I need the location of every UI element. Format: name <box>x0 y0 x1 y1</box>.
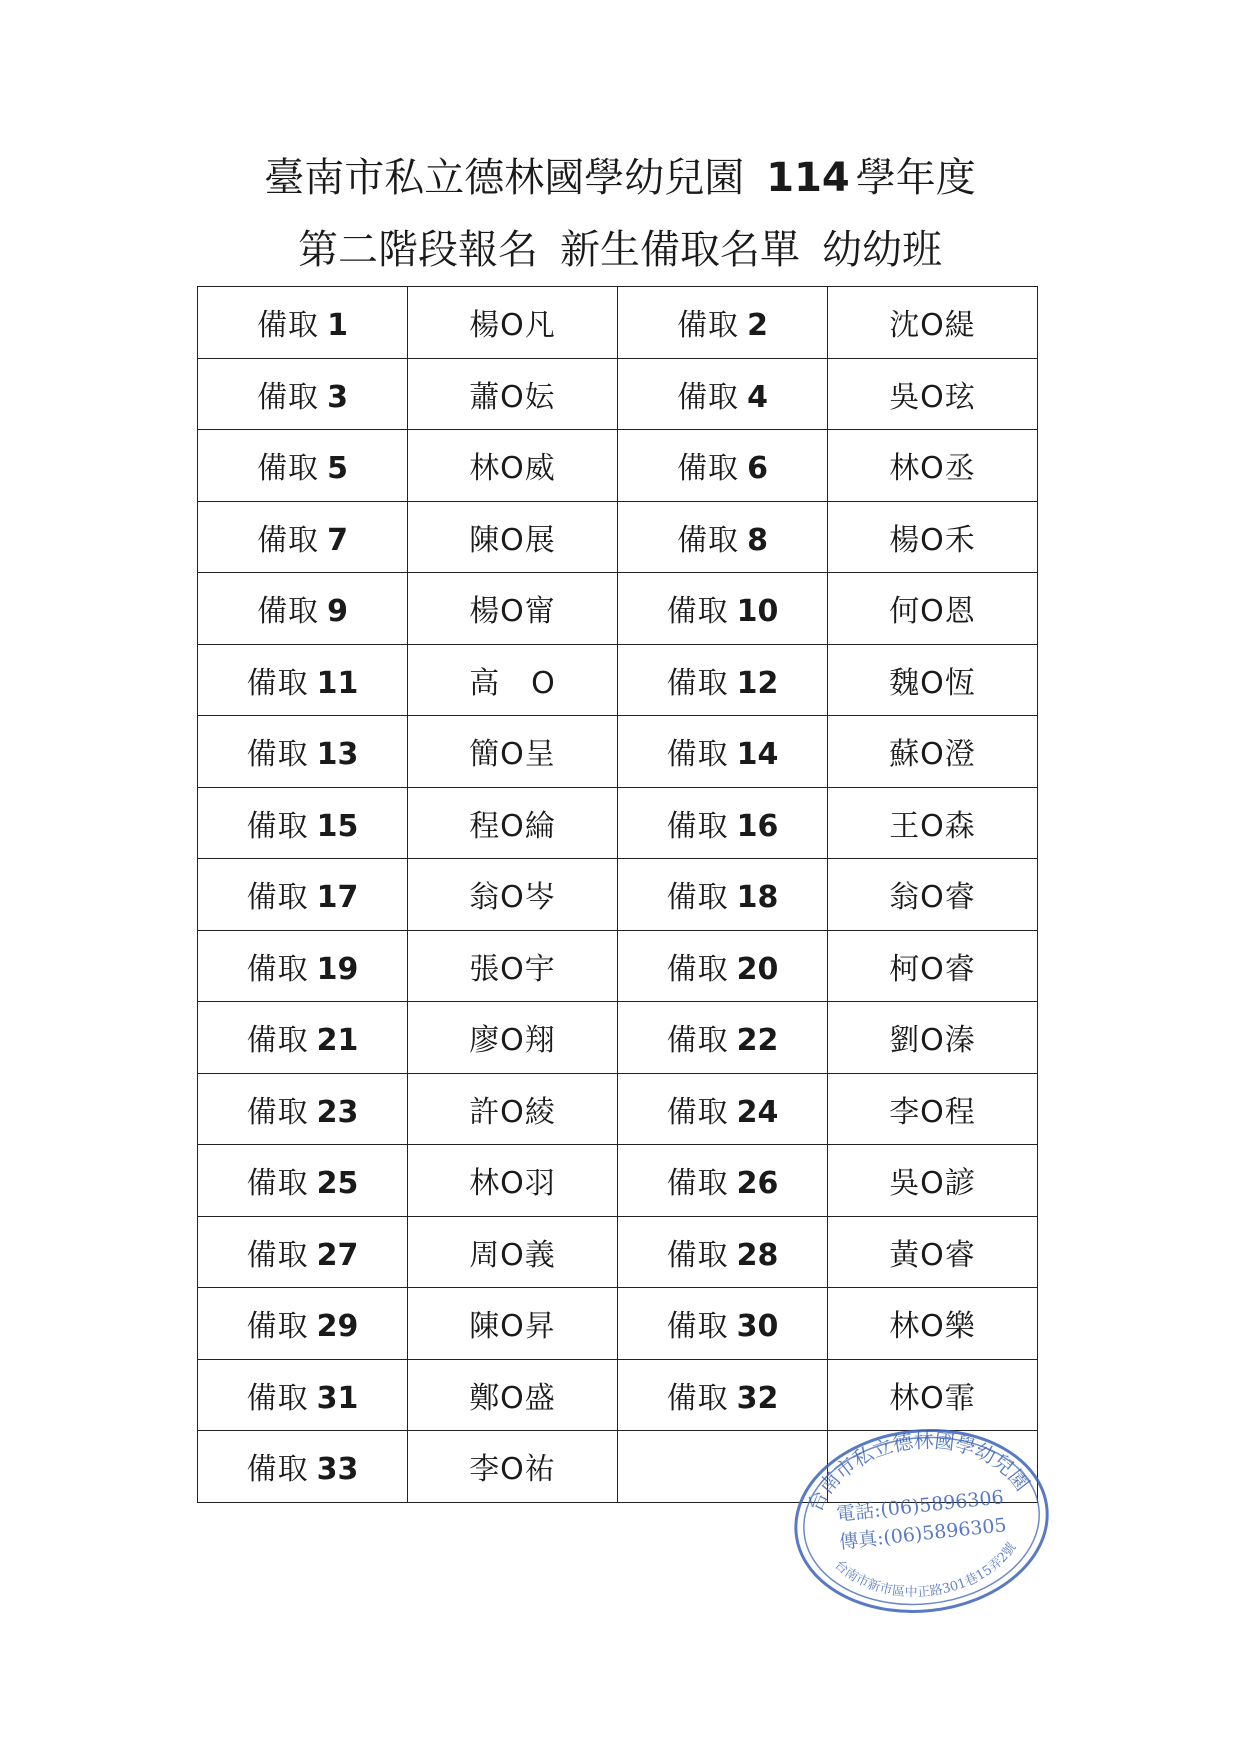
seal-fax-text: 傳真:(06)5896305 <box>838 1514 1008 1554</box>
waitlist-label: 備取 <box>666 1094 729 1130</box>
school-year-suffix: 學年度 <box>855 155 976 201</box>
student-name-cell <box>828 1002 1038 1074</box>
school-seal-stamp <box>776 1402 1065 1629</box>
table-row <box>198 1002 1038 1074</box>
waitlist-number-cell <box>198 1002 408 1074</box>
student-name: 林O霏 <box>889 1380 976 1416</box>
table-row <box>198 930 1038 1002</box>
student-name-cell <box>828 287 1038 359</box>
student-name: 簡O呈 <box>469 737 556 773</box>
waitlist-number: 23 <box>316 1094 359 1130</box>
seal-org-text: 台南市私立德林國學幼兒園 <box>802 1428 1035 1516</box>
student-name-cell <box>408 1073 618 1145</box>
waitlist-number: 3 <box>327 379 348 415</box>
student-name-cell <box>828 1073 1038 1145</box>
student-name: 林O樂 <box>889 1309 976 1345</box>
waitlist-number-cell <box>198 1431 408 1503</box>
student-name-cell <box>828 644 1038 716</box>
student-name-cell <box>828 1145 1038 1217</box>
student-name: 何O恩 <box>889 594 976 630</box>
waitlist-number: 27 <box>316 1237 359 1273</box>
waitlist-label: 備取 <box>677 522 740 558</box>
student-name: 翁O岑 <box>469 880 556 916</box>
waitlist-label: 備取 <box>246 808 309 844</box>
table-row <box>198 501 1038 573</box>
waitlist-label: 備取 <box>257 522 320 558</box>
list-label: 新生備取名單 <box>560 227 800 273</box>
student-name: 廖O翔 <box>469 1023 556 1059</box>
waitlist-number-cell <box>618 644 828 716</box>
table-row <box>198 430 1038 502</box>
waitlist-number-cell <box>618 716 828 788</box>
waitlist-label: 備取 <box>666 665 729 701</box>
waitlist-number-cell <box>618 1145 828 1217</box>
student-name-cell <box>828 1216 1038 1288</box>
waitlist-label: 備取 <box>257 451 320 487</box>
student-name: 吳O諺 <box>889 1166 976 1202</box>
waitlist-number: 2 <box>747 308 768 344</box>
student-name-cell <box>408 1002 618 1074</box>
student-name-cell <box>408 1431 618 1503</box>
student-name-cell <box>408 573 618 645</box>
student-name: 柯O睿 <box>889 951 976 987</box>
waitlist-number: 19 <box>316 951 359 987</box>
waitlist-label: 備取 <box>666 737 729 773</box>
waitlist-number: 18 <box>736 880 779 916</box>
waitlist-label: 備取 <box>666 808 729 844</box>
table-row <box>198 1073 1038 1145</box>
student-name-cell <box>408 287 618 359</box>
waitlist-number: 8 <box>747 522 768 558</box>
waitlist-label: 備取 <box>246 737 309 773</box>
student-name-cell <box>408 1216 618 1288</box>
student-name-cell <box>408 358 618 430</box>
student-name-cell <box>408 501 618 573</box>
student-name-cell <box>408 1359 618 1431</box>
student-name: 高 O <box>469 665 556 701</box>
student-name-cell <box>828 501 1038 573</box>
student-name: 魏O恆 <box>889 665 976 701</box>
student-name: 劉O溱 <box>889 1023 976 1059</box>
table-row <box>198 358 1038 430</box>
student-name: 林O丞 <box>889 451 976 487</box>
waitlist-label: 備取 <box>666 1166 729 1202</box>
waitlist-number-cell <box>618 430 828 502</box>
student-name-cell <box>828 430 1038 502</box>
waitlist-label: 備取 <box>666 1309 729 1345</box>
seal-phone-text: 電話:(06)5896306 <box>835 1486 1005 1526</box>
waitlist-label: 備取 <box>257 379 320 415</box>
waitlist-number-cell <box>198 358 408 430</box>
class-label: 幼幼班 <box>822 227 942 273</box>
student-name: 陳O昇 <box>469 1309 556 1345</box>
waitlist-number: 25 <box>316 1166 359 1202</box>
student-name-cell <box>408 859 618 931</box>
waitlist-table <box>197 286 1038 1503</box>
waitlist-number-cell <box>618 501 828 573</box>
student-name: 陳O展 <box>469 522 556 558</box>
waitlist-number: 17 <box>316 880 359 916</box>
waitlist-number-cell <box>618 1216 828 1288</box>
waitlist-number-cell <box>198 1359 408 1431</box>
waitlist-label: 備取 <box>246 1237 309 1273</box>
waitlist-number: 22 <box>736 1023 779 1059</box>
waitlist-number-cell <box>618 1359 828 1431</box>
waitlist-number: 33 <box>316 1452 359 1488</box>
waitlist-number-cell <box>198 1073 408 1145</box>
waitlist-number-cell <box>618 930 828 1002</box>
student-name: 楊O禾 <box>889 522 976 558</box>
table-row <box>198 644 1038 716</box>
waitlist-number-cell <box>618 1073 828 1145</box>
student-name: 周O義 <box>469 1237 556 1273</box>
waitlist-label: 備取 <box>246 1094 309 1130</box>
waitlist-label: 備取 <box>257 594 320 630</box>
waitlist-number: 5 <box>327 451 348 487</box>
waitlist-number-cell <box>618 1002 828 1074</box>
school-name: 臺南市私立德林國學幼兒園 <box>264 155 745 201</box>
student-name-cell <box>828 930 1038 1002</box>
waitlist-number-cell <box>198 1145 408 1217</box>
waitlist-number-cell <box>198 573 408 645</box>
student-name: 許O綾 <box>469 1094 556 1130</box>
waitlist-number-cell <box>198 716 408 788</box>
waitlist-number-cell <box>618 358 828 430</box>
waitlist-table-body <box>198 287 1038 1503</box>
student-name-cell <box>408 930 618 1002</box>
waitlist-number-cell <box>618 859 828 931</box>
student-name: 翁O睿 <box>889 880 976 916</box>
student-name: 蕭O妘 <box>469 379 556 415</box>
student-name: 吳O玹 <box>889 379 976 415</box>
waitlist-label: 備取 <box>666 594 729 630</box>
waitlist-label: 備取 <box>246 1309 309 1345</box>
waitlist-label: 備取 <box>246 951 309 987</box>
table-row <box>198 1288 1038 1360</box>
waitlist-number: 21 <box>316 1023 359 1059</box>
school-year: 114 <box>766 155 850 201</box>
student-name: 沈O緹 <box>889 308 976 344</box>
student-name-cell <box>828 787 1038 859</box>
waitlist-label: 備取 <box>246 665 309 701</box>
waitlist-number: 31 <box>316 1380 359 1416</box>
student-name: 鄭O盛 <box>469 1380 556 1416</box>
waitlist-number-cell <box>198 1288 408 1360</box>
waitlist-number: 6 <box>747 451 768 487</box>
waitlist-number: 20 <box>736 951 779 987</box>
student-name-cell <box>828 573 1038 645</box>
waitlist-number: 4 <box>747 379 768 415</box>
waitlist-number-cell <box>618 287 828 359</box>
waitlist-number-cell <box>618 573 828 645</box>
waitlist-number-cell <box>198 430 408 502</box>
stage-label: 第二階段報名 <box>298 227 538 273</box>
waitlist-label: 備取 <box>666 1023 729 1059</box>
waitlist-number: 10 <box>736 594 779 630</box>
document-subtitle <box>0 227 1240 273</box>
seal-graphic <box>776 1402 1065 1629</box>
waitlist-number: 7 <box>327 522 348 558</box>
waitlist-number: 11 <box>316 665 359 701</box>
waitlist-number: 9 <box>327 594 348 630</box>
waitlist-number-cell <box>198 859 408 931</box>
waitlist-number-cell <box>198 1216 408 1288</box>
waitlist-number: 1 <box>327 308 348 344</box>
student-name: 李O程 <box>889 1094 976 1130</box>
waitlist-label: 備取 <box>677 379 740 415</box>
student-name: 林O威 <box>469 451 556 487</box>
waitlist-number-cell <box>198 644 408 716</box>
waitlist-label: 備取 <box>246 1452 309 1488</box>
waitlist-number: 24 <box>736 1094 779 1130</box>
waitlist-number: 16 <box>736 808 779 844</box>
student-name-cell <box>828 859 1038 931</box>
student-name: 蘇O澄 <box>889 737 976 773</box>
waitlist-number-cell <box>198 787 408 859</box>
student-name: 楊O凡 <box>469 308 556 344</box>
waitlist-label: 備取 <box>246 1166 309 1202</box>
waitlist-number: 30 <box>736 1309 779 1345</box>
waitlist-number: 15 <box>316 808 359 844</box>
student-name-cell <box>828 716 1038 788</box>
student-name: 林O羽 <box>469 1166 556 1202</box>
waitlist-label: 備取 <box>666 880 729 916</box>
waitlist-number-cell <box>198 501 408 573</box>
waitlist-label: 備取 <box>257 308 320 344</box>
document-title <box>0 155 1240 201</box>
waitlist-label: 備取 <box>666 1380 729 1416</box>
table-row <box>198 573 1038 645</box>
student-name: 黃O睿 <box>889 1237 976 1273</box>
table-row <box>198 287 1038 359</box>
table-row <box>198 859 1038 931</box>
waitlist-number-cell <box>618 787 828 859</box>
student-name-cell <box>408 1145 618 1217</box>
student-name: 張O宇 <box>469 951 556 987</box>
waitlist-number-cell <box>198 930 408 1002</box>
waitlist-number: 26 <box>736 1166 779 1202</box>
table-row <box>198 716 1038 788</box>
waitlist-number: 28 <box>736 1237 779 1273</box>
student-name-cell <box>408 787 618 859</box>
table-row <box>198 1216 1038 1288</box>
waitlist-label: 備取 <box>666 951 729 987</box>
waitlist-number: 32 <box>736 1380 779 1416</box>
student-name: 李O祐 <box>469 1452 556 1488</box>
waitlist-label: 備取 <box>246 1023 309 1059</box>
waitlist-label: 備取 <box>246 1380 309 1416</box>
seal-address-text: 台南市新市區中正路301巷15弄2號 <box>831 1540 1020 1601</box>
waitlist-number: 12 <box>736 665 779 701</box>
waitlist-number: 13 <box>316 737 359 773</box>
table-row <box>198 787 1038 859</box>
student-name-cell <box>408 1288 618 1360</box>
student-name-cell <box>408 716 618 788</box>
waitlist-number-cell <box>198 287 408 359</box>
waitlist-number-cell <box>618 1288 828 1360</box>
waitlist-label: 備取 <box>246 880 309 916</box>
waitlist-label: 備取 <box>677 308 740 344</box>
waitlist-number: 29 <box>316 1309 359 1345</box>
student-name-cell <box>408 430 618 502</box>
student-name-cell <box>828 358 1038 430</box>
student-name: 王O森 <box>889 808 976 844</box>
student-name-cell <box>408 644 618 716</box>
student-name: 楊O甯 <box>469 594 556 630</box>
waitlist-number: 14 <box>736 737 779 773</box>
student-name-cell <box>828 1288 1038 1360</box>
waitlist-label: 備取 <box>666 1237 729 1273</box>
student-name: 程O綸 <box>469 808 556 844</box>
waitlist-label: 備取 <box>677 451 740 487</box>
table-row <box>198 1145 1038 1217</box>
